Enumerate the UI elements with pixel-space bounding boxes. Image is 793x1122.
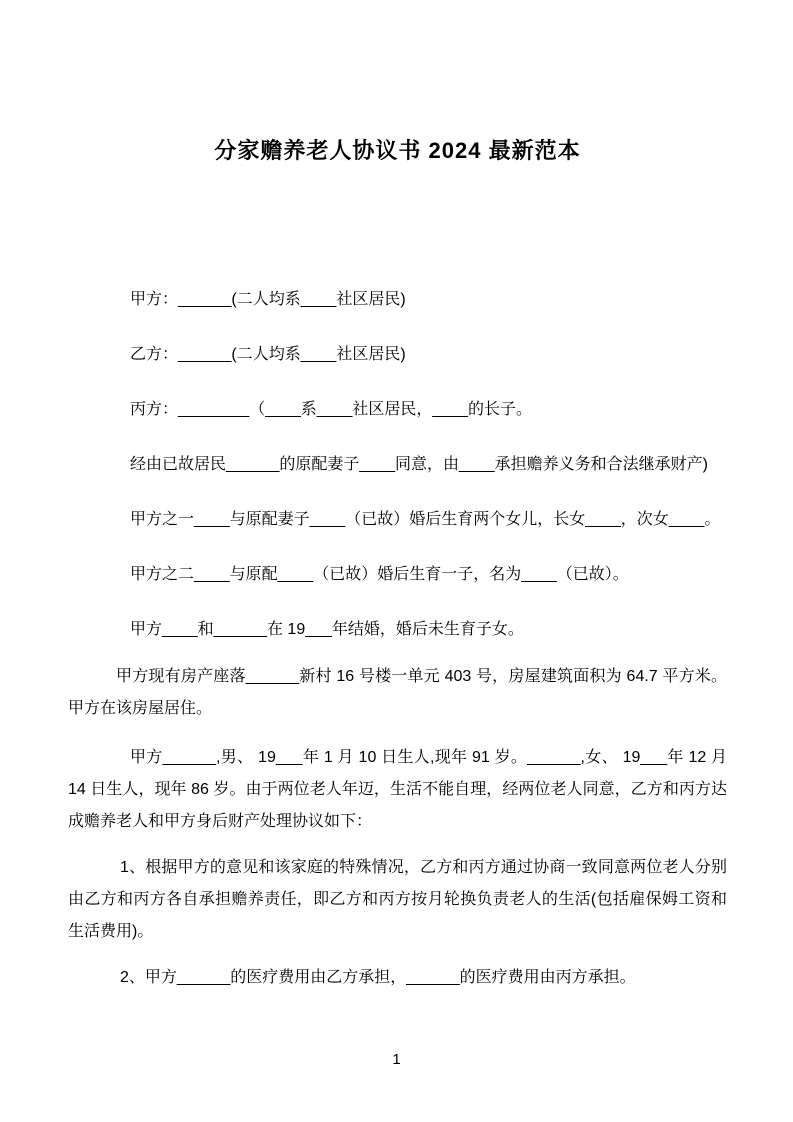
elderly-status-clause: 甲方______,男、 19___年 1 月 10 日生人,现年 91 岁。______,女、 19___年 12 月 14 日生人，现年 86 岁。由于两位老人年迈，生活不能自理，经两位老人同意，乙方和丙方达成赡养老人和甲方身后财产处理协议如下： [68,749,727,830]
party-a2-family-clause: 甲方之二____与原配____（已故）婚后生育一子，名为____（已故）。 [130,566,629,583]
marriage-clause: 甲方____和______在 19___年结婚，婚后未生育子女。 [130,621,524,638]
agreement-clause-1: 1、根据甲方的意见和该家庭的特殊情况，乙方和丙方通过协商一致同意两位老人分别由乙方和丙方各自承担赡养责任，即乙方和丙方按月轮换负责老人的生活(包括雇保姆工资和生活费用)。 [68,859,727,940]
consent-clause: 经由已故居民______的原配妻子____同意，由____承担赡养义务和合法继承财产) [130,456,708,473]
agreement-clause-2: 2、甲方______的医疗费用由乙方承担，______的医疗费用由丙方承担。 [120,969,636,986]
party-a1-family-clause: 甲方之一____与原配妻子____（已故）婚后生育两个女儿，长女____，次女____。 [130,511,721,528]
page-number: 1 [392,1051,401,1068]
document-title: 分家赡养老人协议书 2024 最新范本 [214,138,581,163]
party-b-line: 乙方：______(二人均系____社区居民) [130,346,406,363]
party-c-line: 丙方：________（____系____社区居民，____的长子。 [130,401,532,418]
property-clause: 甲方现有房产座落______新村 16 号楼一单元 403 号，房屋建筑面积为 64.7 平方米。甲方在该房屋居住。 [68,668,727,717]
party-a-line: 甲方：______(二人均系____社区居民) [130,291,406,308]
